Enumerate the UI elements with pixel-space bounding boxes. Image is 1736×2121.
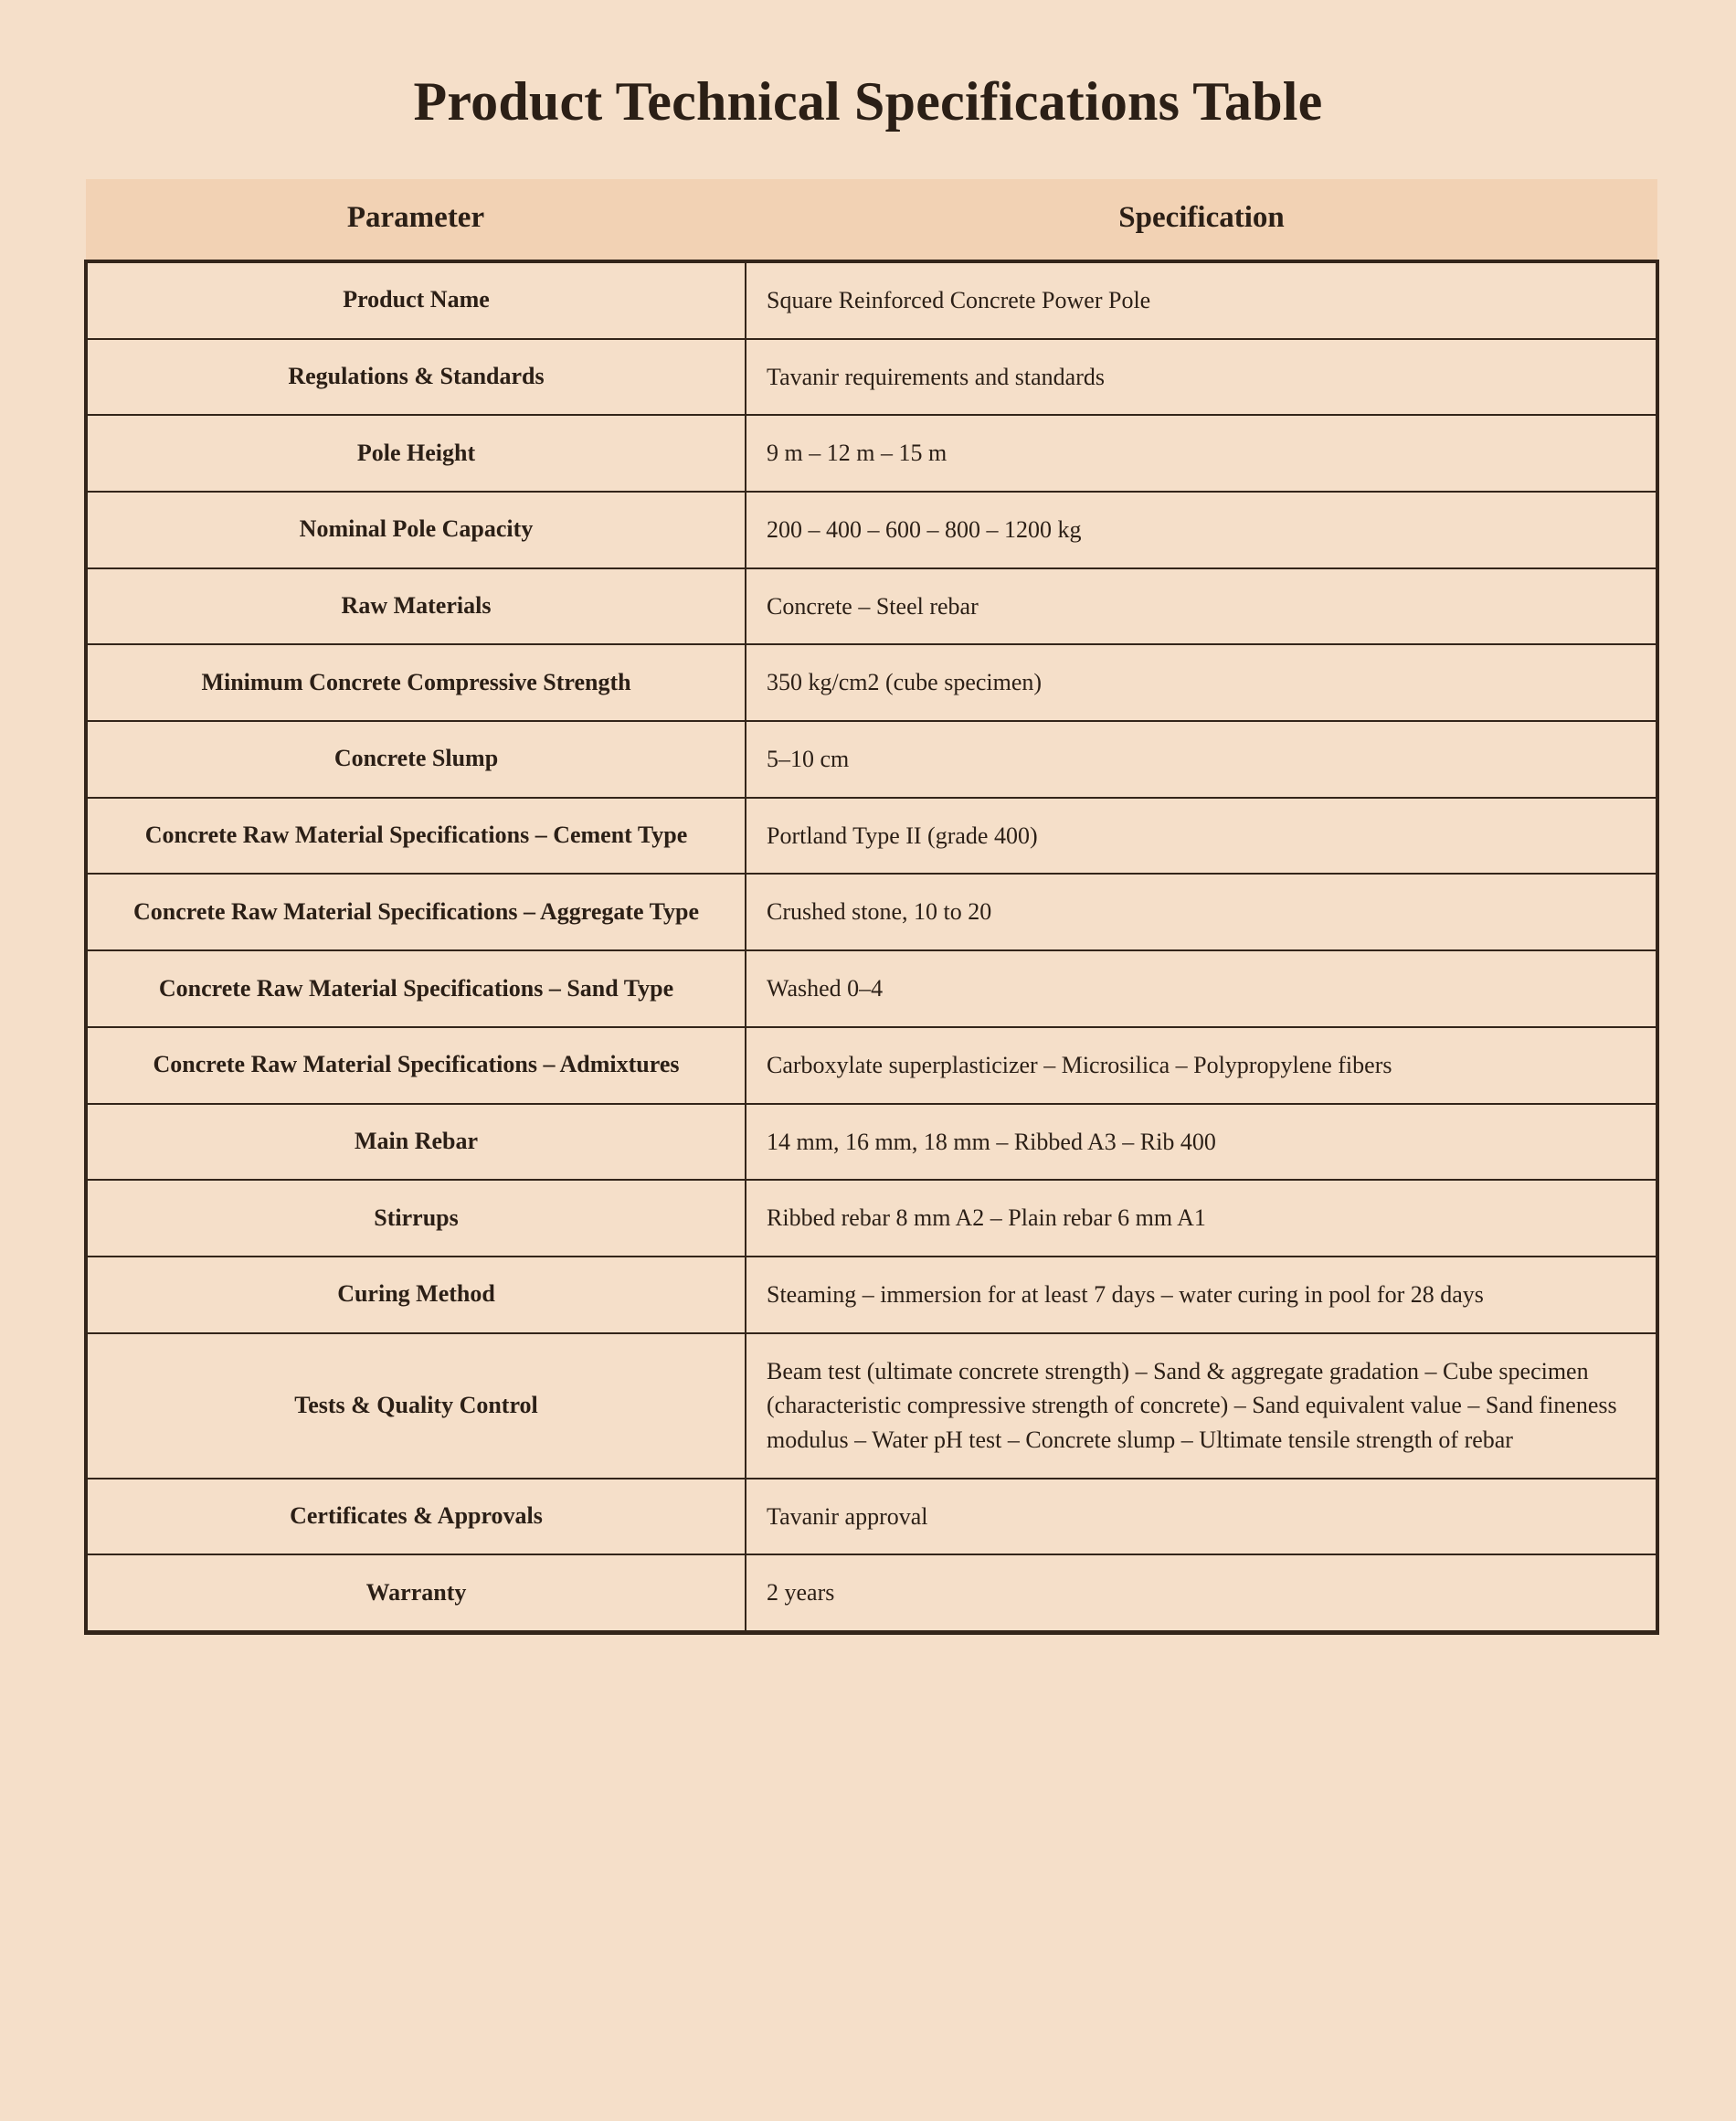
table-row bbox=[86, 339, 1657, 416]
specification-cell: 14 mm, 16 mm, 18 mm – Ribbed A3 – Rib 400 bbox=[746, 1104, 1657, 1181]
table-row bbox=[86, 1180, 1657, 1257]
table-row bbox=[86, 644, 1657, 721]
table-row bbox=[86, 261, 1657, 339]
table-row bbox=[86, 721, 1657, 798]
parameter-cell: Warranty bbox=[86, 1554, 746, 1632]
parameter-cell: Pole Height bbox=[86, 415, 746, 492]
specifications-table bbox=[84, 179, 1659, 1635]
page-title: Product Technical Specifications Table bbox=[413, 71, 1323, 132]
specification-cell: Steaming – immersion for at least 7 days – water curing in pool for 28 days bbox=[746, 1257, 1657, 1333]
specification-cell: Tavanir approval bbox=[746, 1479, 1657, 1555]
parameter-cell: Concrete Raw Material Specifications – Cement Type bbox=[86, 798, 746, 875]
parameter-cell: Nominal Pole Capacity bbox=[86, 492, 746, 568]
specification-cell: 5–10 cm bbox=[746, 721, 1657, 798]
specification-cell: 350 kg/cm2 (cube specimen) bbox=[746, 644, 1657, 721]
parameter-cell: Certificates & Approvals bbox=[86, 1479, 746, 1555]
specification-cell: Crushed stone, 10 to 20 bbox=[746, 874, 1657, 950]
specification-cell: 2 years bbox=[746, 1554, 1657, 1632]
parameter-cell: Main Rebar bbox=[86, 1104, 746, 1181]
table-header-row bbox=[86, 179, 1657, 261]
parameter-cell: Regulations & Standards bbox=[86, 339, 746, 416]
table-row bbox=[86, 492, 1657, 568]
specification-cell: Ribbed rebar 8 mm A2 – Plain rebar 6 mm A1 bbox=[746, 1180, 1657, 1257]
specifications-table-container bbox=[84, 179, 1656, 1635]
specification-cell: Square Reinforced Concrete Power Pole bbox=[746, 261, 1657, 339]
specification-cell: Portland Type II (grade 400) bbox=[746, 798, 1657, 875]
parameter-cell: Concrete Raw Material Specifications – Aggregate Type bbox=[86, 874, 746, 950]
table-row bbox=[86, 1479, 1657, 1555]
table-row bbox=[86, 950, 1657, 1027]
column-header-parameter: Parameter bbox=[86, 179, 746, 261]
table-header bbox=[86, 179, 1657, 261]
specification-cell: Tavanir requirements and standards bbox=[746, 339, 1657, 416]
parameter-cell: Product Name bbox=[86, 261, 746, 339]
parameter-cell: Concrete Slump bbox=[86, 721, 746, 798]
specification-cell: Washed 0–4 bbox=[746, 950, 1657, 1027]
table-row bbox=[86, 1333, 1657, 1479]
table-row bbox=[86, 1027, 1657, 1104]
table-row bbox=[86, 568, 1657, 645]
parameter-cell: Tests & Quality Control bbox=[86, 1333, 746, 1479]
table-body bbox=[86, 261, 1657, 1633]
table-row bbox=[86, 415, 1657, 492]
parameter-cell: Minimum Concrete Compressive Strength bbox=[86, 644, 746, 721]
parameter-cell: Curing Method bbox=[86, 1257, 746, 1333]
table-row bbox=[86, 1257, 1657, 1333]
table-row bbox=[86, 1104, 1657, 1181]
column-header-specification: Specification bbox=[746, 179, 1657, 261]
specification-cell: Beam test (ultimate concrete strength) – Sand & aggregate gradation – Cube specimen (characteristic compressive strength of concrete) – Sand equivalent value – Sand fineness modulus – Water pH test – Concrete slump – Ultimate tensile strength of rebar bbox=[746, 1333, 1657, 1479]
specification-cell: 200 – 400 – 600 – 800 – 1200 kg bbox=[746, 492, 1657, 568]
specification-cell: Carboxylate superplasticizer – Microsilica – Polypropylene fibers bbox=[746, 1027, 1657, 1104]
parameter-cell: Concrete Raw Material Specifications – Sand Type bbox=[86, 950, 746, 1027]
specification-cell: Concrete – Steel rebar bbox=[746, 568, 1657, 645]
table-row bbox=[86, 1554, 1657, 1632]
parameter-cell: Concrete Raw Material Specifications – Admixtures bbox=[86, 1027, 746, 1104]
specification-cell: 9 m – 12 m – 15 m bbox=[746, 415, 1657, 492]
table-row bbox=[86, 874, 1657, 950]
parameter-cell: Raw Materials bbox=[86, 568, 746, 645]
parameter-cell: Stirrups bbox=[86, 1180, 746, 1257]
table-row bbox=[86, 798, 1657, 875]
